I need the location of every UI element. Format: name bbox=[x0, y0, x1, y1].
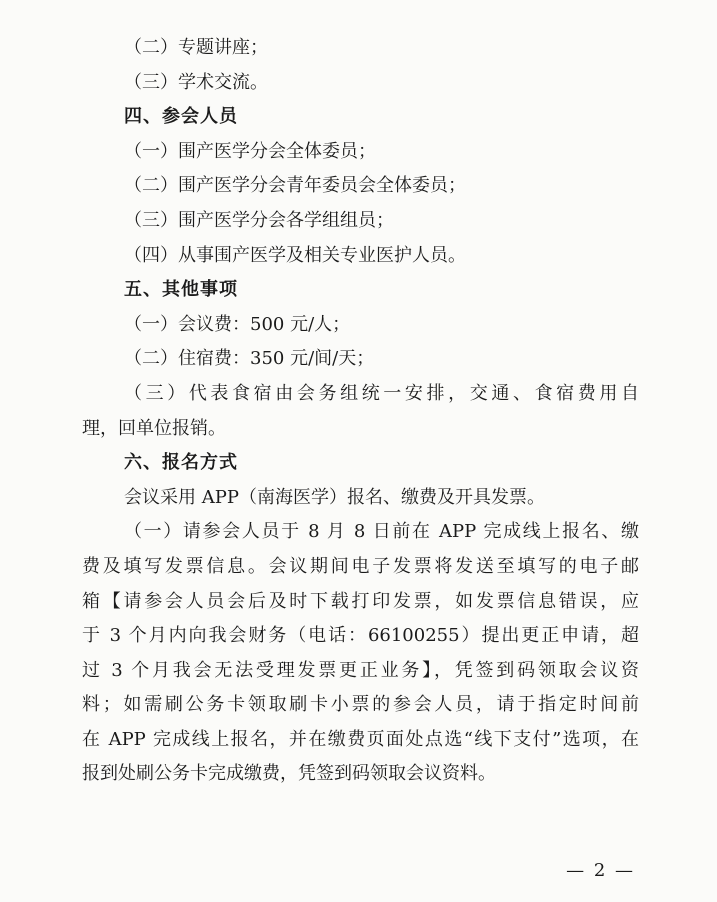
paragraph-line: 会议采用 APP（南海医学）报名、缴费及开具发票。 bbox=[124, 486, 545, 508]
paragraph-line: 报到处刷公务卡完成缴费，凭签到码领取会议资料。 bbox=[82, 763, 496, 785]
list-item: （一）围产医学分会全体委员； bbox=[124, 140, 376, 162]
paragraph-line: 料；如需刷公务卡领取刷卡小票的参会人员，请于指定时间前 bbox=[82, 694, 639, 716]
paragraph-line: 于 3 个月内向我会财务（电话：66100255）提出更正申请，超 bbox=[82, 625, 639, 647]
list-item: （二）住宿费：350 元/间/天； bbox=[124, 348, 375, 370]
paragraph-line: 费及填写发票信息。会议期间电子发票将发送至填写的电子邮 bbox=[82, 555, 639, 577]
section-heading: 五、其他事项 bbox=[124, 279, 238, 301]
section-heading: 六、报名方式 bbox=[124, 452, 238, 474]
page-number: — 2 — bbox=[566, 860, 635, 881]
paragraph-line: 箱【请参会人员会后及时下载打印发票，如发票信息错误，应 bbox=[82, 590, 639, 612]
list-item: （四）从事围产医学及相关专业医护人员。 bbox=[124, 244, 466, 266]
list-item: （二）专题讲座； bbox=[124, 37, 268, 58]
list-item: （二）围产医学分会青年委员会全体委员； bbox=[124, 175, 466, 197]
paragraph-line: （一）请参会人员于 8 月 8 日前在 APP 完成线上报名、缴 bbox=[124, 521, 639, 543]
paragraph-line: 过 3 个月我会无法受理发票更正业务】，凭签到码领取会议资 bbox=[82, 659, 639, 681]
paragraph-line: 在 APP 完成线上报名，并在缴费页面处点选“线下支付”选项，在 bbox=[82, 728, 639, 750]
list-item: （三）围产医学分会各学组组员； bbox=[124, 209, 394, 231]
paragraph-line: 理，回单位报销。 bbox=[82, 417, 226, 439]
paragraph-line: （三）代表食宿由会务组统一安排，交通、食宿费用自 bbox=[124, 382, 639, 404]
list-item: （三）学术交流。 bbox=[124, 71, 268, 93]
list-item: （一）会议费：500 元/人； bbox=[124, 313, 351, 335]
section-heading: 四、参会人员 bbox=[124, 106, 238, 128]
